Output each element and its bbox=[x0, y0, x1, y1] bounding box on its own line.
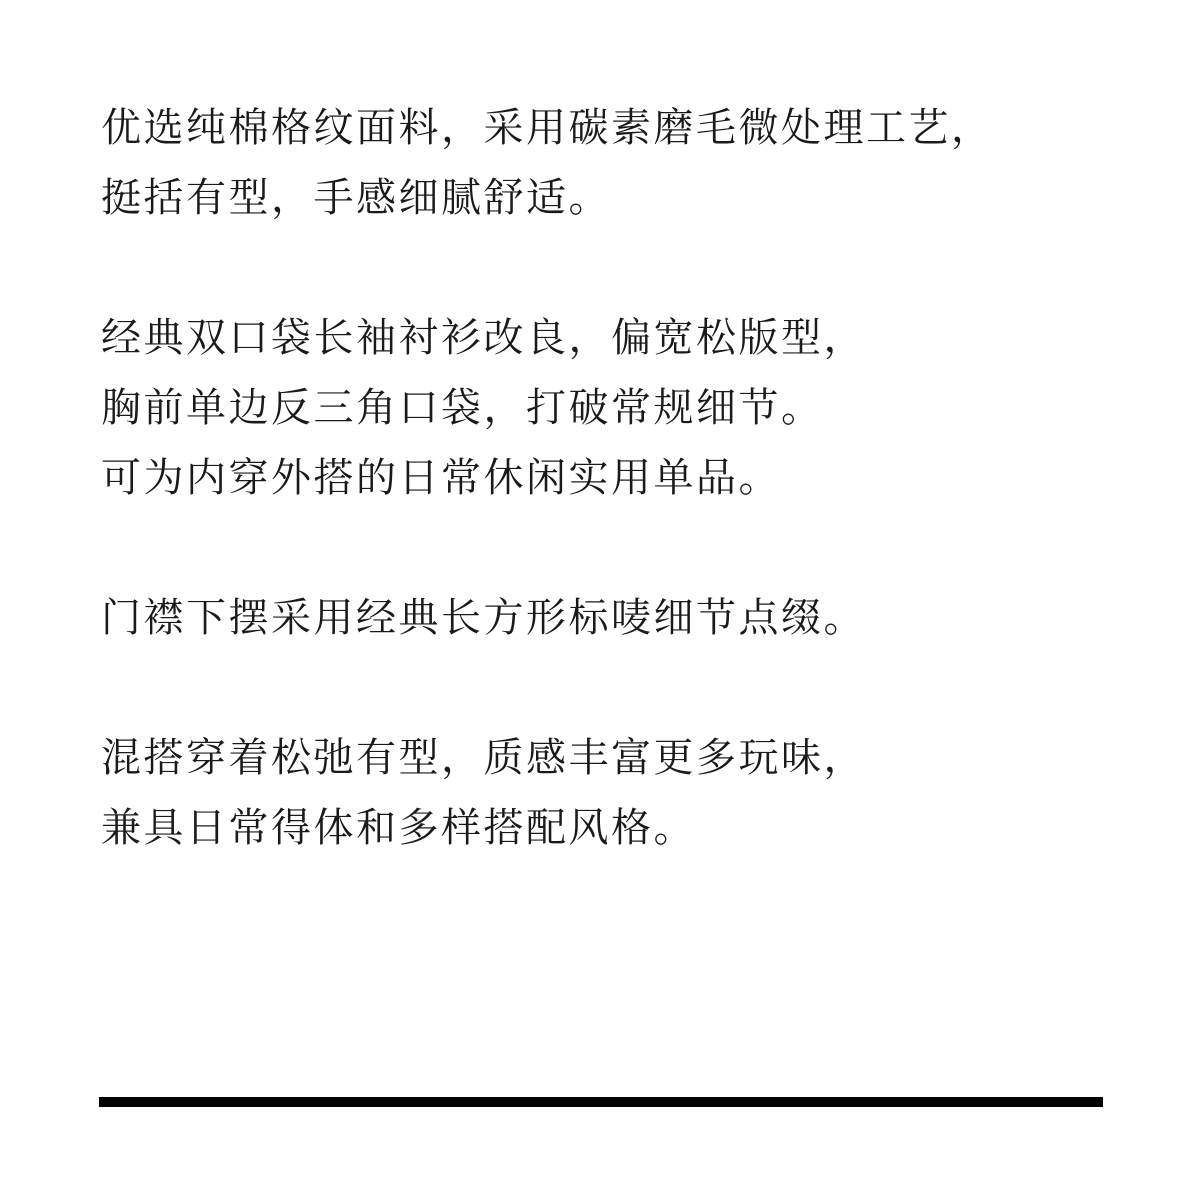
text-line: 门襟下摆采用经典长方形标唛细节点缀。 bbox=[101, 595, 866, 641]
paragraph-fabric bbox=[101, 93, 1181, 233]
text-line: 经典双口袋长袖衬衫改良，偏宽松版型， bbox=[101, 315, 866, 361]
text-line: 混搭穿着松弛有型，质感丰富更多玩味， bbox=[101, 735, 866, 781]
text-line: 胸前单边反三角口袋，打破常规细节。 bbox=[101, 385, 824, 431]
text-line: 兼具日常得体和多样搭配风格。 bbox=[101, 805, 696, 851]
bottom-divider bbox=[99, 1097, 1103, 1107]
text-line: 可为内穿外搭的日常休闲实用单品。 bbox=[101, 455, 781, 501]
paragraph-styling bbox=[101, 723, 1181, 863]
text-line: 挺括有型，手感细腻舒适。 bbox=[101, 175, 611, 221]
text-line: 优选纯棉格纹面料，采用碳素磨毛微处理工艺， bbox=[101, 105, 994, 151]
paragraph-spacer bbox=[101, 653, 1181, 723]
paragraph-detail bbox=[101, 583, 1181, 653]
paragraph-spacer bbox=[101, 513, 1181, 583]
product-description bbox=[101, 93, 1181, 863]
paragraph-design bbox=[101, 303, 1181, 513]
paragraph-spacer bbox=[101, 233, 1181, 303]
